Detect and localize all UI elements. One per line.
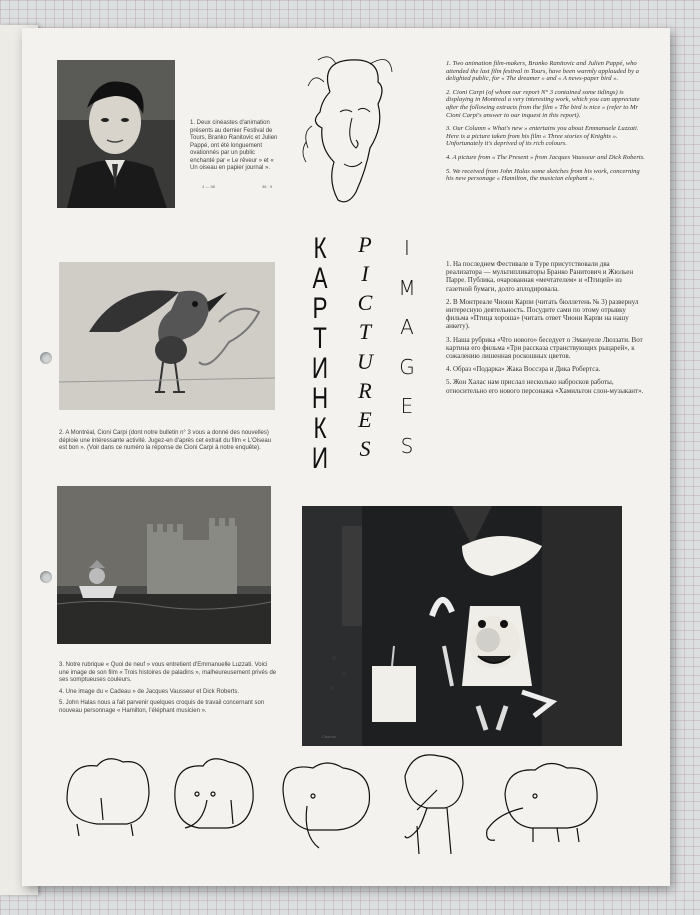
english-text-block bbox=[446, 60, 646, 189]
cadeau-film-still bbox=[302, 506, 622, 746]
russian-item: 2. В Монтреале Чиони Карпи (читать бюллетень № 3) развернул интересную деятельность. Посудите сами по этому отрывку фильма «Птица хороша» (читать ответ Чиони Карпи на нашу анкету). bbox=[446, 297, 639, 331]
caption-2: 2. A Montréal, Cioni Carpi (dont notre bulletin n° 3 vous a donné des nouvelles) déploie une intéressante activité. Jugez-en d'après cet extrait du film « L'Oiseau est bon ». (Voir dans ce numéro la réponse de Cioni Carpi à notre enquête). bbox=[59, 430, 272, 451]
cadeau-credit: Cadeau bbox=[322, 734, 337, 739]
english-item: 2. Cioni Carpi (of whom our report N° 3 contained some tidings) is displaying in Montreal a very interesting work, which you can appreciate after the following extracts from the film « The bird is nice » (refer to Mr Cioni Carpi's answer to our inquest in this report). bbox=[446, 88, 640, 119]
portrait-photo bbox=[57, 60, 175, 208]
elephant-sketches bbox=[57, 750, 637, 860]
russian-text-block bbox=[446, 260, 646, 400]
english-item: 4. A picture from « The Present » from Jacques Vausseur and Dick Roberts. bbox=[446, 153, 645, 161]
russian-item: 1. На последнем Фестивале в Туре присутствовали два реализатора — мультипликаторы Бранко Ранитович и Жюльен Парре. Публика, очарованная «мечтателем» и «Птицей» из газетной бумаги, долго аплодировала. bbox=[446, 260, 634, 293]
photo-1-note-left: 4 — 98 bbox=[202, 184, 215, 189]
title-english: P I C T U R E S bbox=[357, 232, 373, 461]
title-french: I M A G E S bbox=[398, 236, 416, 458]
english-item: 1. Two animation film-makers, Branko Ranitovic and Julien Pappé, who attended the last film festival in Tours, have been warmly applauded by a delighted public, for « The dreamer » and « A news-paper bird ». bbox=[446, 60, 639, 83]
caricature-sketch bbox=[300, 52, 400, 212]
caption-1: 1. Deux cinéastes d'animation présents au dernier Festival de Tours, Branko Ranitovic et Julien Pappé, ont été longuement ovationnés par un public enchanté par « Le rêveur » et « Un oiseau en papier journal ». bbox=[190, 120, 278, 171]
title-russian: К А Р Т И Н К И bbox=[311, 232, 329, 475]
english-item: 3. Our Column « What's new » entertains you about Emmanuele Luzzati. Here is a picture taken from his film « Three stories of Knights ». Unfortunately it's deprived of its rich colours. bbox=[446, 125, 639, 148]
magazine-page bbox=[22, 28, 670, 886]
castle-film-still bbox=[57, 486, 271, 644]
russian-item: 4. Образ «Подарка» Жака Воссэра и Дика Робертса. bbox=[446, 365, 601, 374]
russian-item: 3. Наша рубрика «Что нового» беседует о Эмануеле Люззати. Вот картина его фильма «Три рассказа странствующих рыцарей», к сожалению лишенная роскошных цветов. bbox=[446, 335, 643, 361]
photo-1-note-right: 36 · 9 bbox=[262, 184, 273, 189]
punch-hole bbox=[40, 571, 52, 583]
russian-item: 5. Жон Халас нам прислал несколько набросков работы, относительно его нового персонажа «Хамильтон слон-музыкант». bbox=[446, 378, 644, 395]
english-item: 5. We received from John Halas some sketches from his work, concerning his new personage « Hamilton, the musician elephant ». bbox=[446, 167, 640, 183]
caption-3-5: 3. Notre rubrique « Quoi de neuf » vous entretient d'Emmanuelle Luzzati. Voici une image de son film « Trois histoires de paladins », malheureusement privés de ses somptueuses couleurs. 4. Une image du « Cadeau » de Jacques Vausseur et Dick Roberts. 5. John Halas nous a fait parvenir quelques croquis de travail concernant son nouveau personnage « Hamilton, l'éléphant musicien ». bbox=[59, 662, 277, 714]
bird-film-still bbox=[59, 262, 275, 410]
punch-hole bbox=[40, 352, 52, 364]
